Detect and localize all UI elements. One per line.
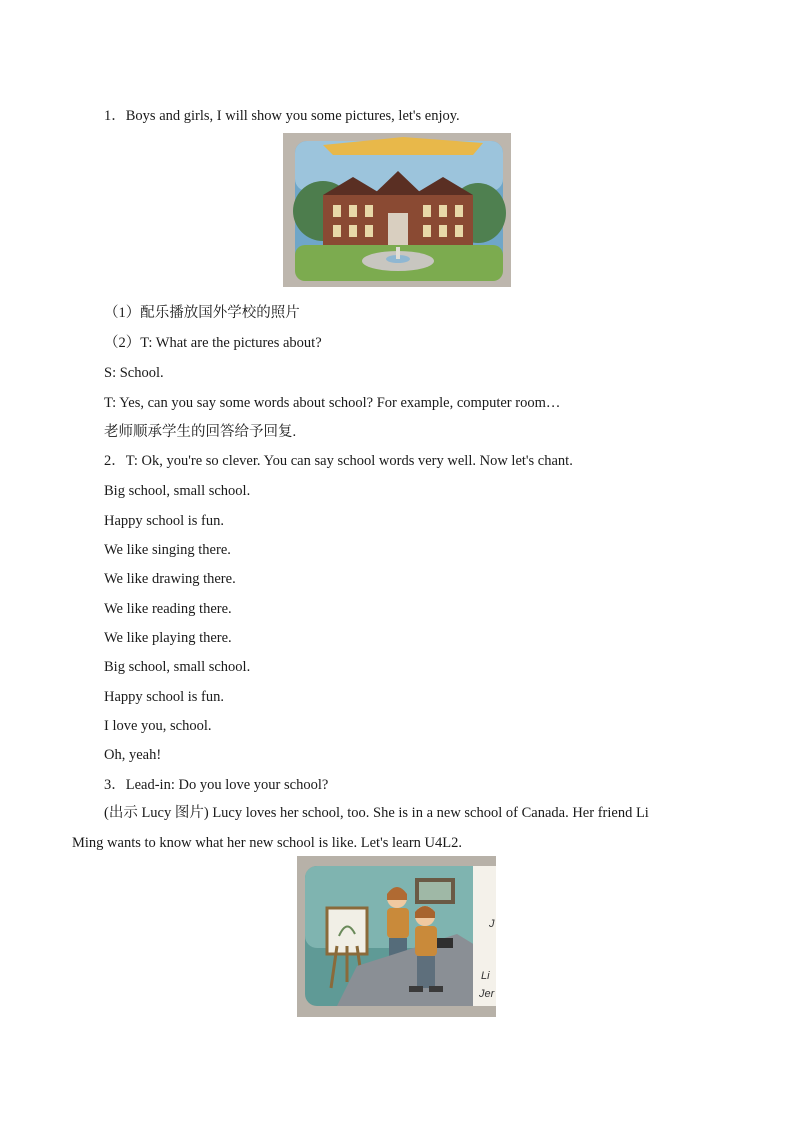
text-line-20: Ming wants to know what her new school is like. Let's learn U4L2. — [72, 835, 463, 851]
text-line-16: I love you, school. — [104, 718, 212, 734]
classroom-illustration-photo — [297, 856, 496, 1017]
text-line-18: 3．Lead-in: Do you love your school? — [104, 777, 329, 793]
photo-edge-text-1: J — [489, 918, 495, 930]
text-line-1: 1．Boys and girls, I will show you some pictures, let's enjoy. — [104, 108, 460, 124]
text-line-2: （1）配乐播放国外学校的照片 — [104, 305, 300, 321]
text-line-12: We like reading there. — [104, 601, 232, 617]
text-line-13: We like playing there. — [104, 630, 232, 646]
text-line-17: Oh, yeah! — [104, 747, 162, 763]
text-line-15: Happy school is fun. — [104, 689, 225, 705]
text-line-9: Happy school is fun. — [104, 513, 225, 529]
text-line-8: Big school, small school. — [104, 483, 251, 499]
photo-edge-text-2: Li — [481, 970, 490, 982]
text-line-11: We like drawing there. — [104, 571, 236, 587]
text-line-4: S: School. — [104, 365, 164, 381]
text-line-3: （2）T: What are the pictures about? — [104, 335, 322, 351]
school-building-photo — [283, 133, 511, 287]
text-line-14: Big school, small school. — [104, 659, 251, 675]
text-line-5: T: Yes, can you say some words about school? For example, computer room… — [104, 395, 561, 411]
text-line-6: 老师顺承学生的回答给予回复. — [104, 424, 297, 440]
text-line-7: 2．T: Ok, you're so clever. You can say school words very well. Now let's chant. — [104, 453, 573, 469]
text-line-19: (出示 Lucy 图片) Lucy loves her school, too. She is in a new school of Canada. Her friend Li — [104, 805, 649, 821]
text-line-10: We like singing there. — [104, 542, 231, 558]
photo-edge-text-3: Jer — [479, 988, 495, 1000]
